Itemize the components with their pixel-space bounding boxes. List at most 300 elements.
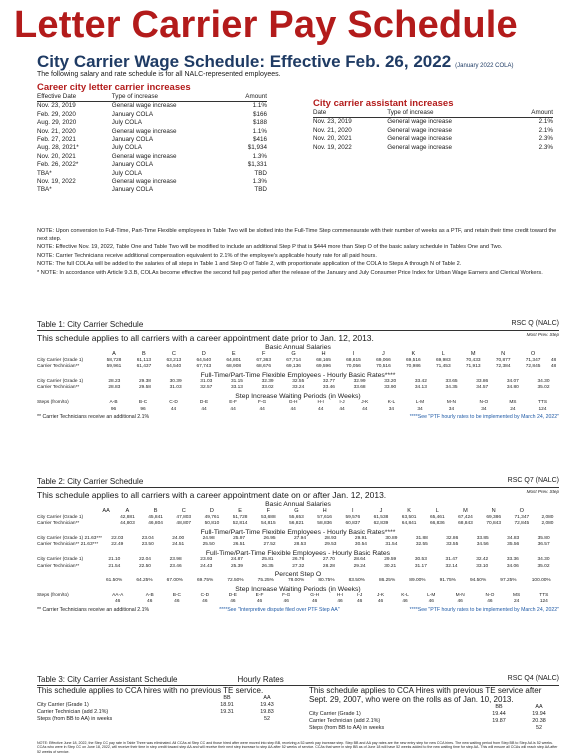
rate-cell: 59,576 [345,514,361,520]
rate-cell: 26.51 [233,542,246,548]
career-increase-amount: 1.3% [252,178,267,186]
table3-left [37,686,287,732]
prev-step-cell: 48 [550,364,557,370]
row-label: City Carrier (Grade 1) 21.63*** [37,535,103,541]
rate-cell: 28.23 [108,378,121,384]
step-header: C [171,351,176,357]
cca-rate-cell [479,725,519,732]
waiting-weeks: 46 [337,599,343,605]
rate-cell: 35.02 [537,385,550,391]
step-header-blank [536,508,559,515]
rate-cell: 33.10 [476,563,489,569]
row-label: City Carrier (Grade 1) [37,514,84,520]
table2-applies: This schedule applies to all carriers with a career appointment date on or after Jan. 12, 2013. [37,490,387,500]
rate-cell: 51,728 [232,514,248,520]
career-increase-amount: 1.3% [252,152,267,160]
rate-cell: 72,384 [495,364,511,370]
cca-rate-cell: 19.43 [260,702,274,708]
waiting-label: Steps (from/to) [37,592,69,598]
career-increases-header-row [37,93,267,102]
table3-columns [37,686,559,732]
rate-cell: 30.21 [384,563,397,569]
table2-pct-grid [37,578,559,585]
waiting-weeks: 46 [428,599,434,605]
rate-cell: 32.57 [200,385,213,391]
table2-footnote-mid: ****See "Interpretive dispute filed over PTF Step AA" [219,606,340,613]
rate-cell: 71,913 [465,364,481,370]
cca-increases-heading: City carrier assistant increases [313,98,454,109]
rate-cell: 35.56 [507,542,520,548]
rate-cell: 64,540 [166,364,182,370]
table2-footnote-left: ** Carrier Technicians receive an additional 2.1% [37,606,150,613]
cca-rate-cell: 19.44 [492,711,506,717]
table-row [37,557,559,564]
rate-cell: 28.83 [108,385,121,391]
rate-cell: 71,347 [525,357,541,363]
cca-increase-amount: 2.1% [538,118,553,126]
waiting-step: N-O [479,399,489,405]
col-date: Date [313,109,387,118]
waiting-weeks-row [37,599,559,606]
cca-increase-type: General wage increase [387,143,453,151]
percent-cell: 78.00% [287,578,305,584]
rate-cell: 27.52 [263,542,276,548]
rate-cell: 27.94 [294,535,307,541]
step-header: J [379,508,383,514]
percent-cell: 75.25% [257,578,274,584]
table1-ft-grid [37,379,559,392]
cca-increases-table [313,109,553,152]
table1-footnotes [37,414,559,420]
rate-cell: 70,843 [486,521,501,527]
career-increases-heading: Career city letter carrier increases [37,82,191,93]
career-increase-type: January COLA [111,186,154,194]
waiting-weeks: 96 [140,406,146,412]
step-header: I [352,351,355,357]
career-increase-type: January COLA [111,136,154,144]
rate-cell: 28.53 [294,542,307,548]
career-increase-date: Aug. 29, 2020 [37,119,77,127]
cca-row [309,725,559,732]
waiting-weeks: 96 [110,406,117,412]
cca-row [37,709,287,716]
career-increases-table [37,93,267,195]
rate-cell: 64,841 [401,521,417,527]
rate-cell: 70,986 [406,364,421,370]
rate-cell: 33.46 [322,385,335,391]
rate-cell: 33.02 [261,385,274,391]
rate-cell: 29.91 [354,535,367,541]
waiting-weeks: 46 [377,599,384,605]
rate-cell: 68,843 [458,521,473,527]
rate-cell: 64,540 [196,357,212,363]
percent-cell: 86.25% [378,578,396,584]
waiting-step: A-B [109,399,118,405]
waiting-step: C-D [169,399,178,405]
career-increase-date: Feb. 26, 2022* [37,161,79,169]
rate-cell: 48,807 [176,521,192,527]
table3-rsc: RSC Q4 (NALC) [507,675,559,682]
step-header: F [261,351,266,357]
waiting-weeks: 44 [259,406,265,412]
cca-rate-cell: 19.87 [492,718,506,724]
career-increase-row [37,102,267,111]
col-amount: Amount [511,109,553,118]
rate-cell: 21.10 [108,556,121,562]
table1-applies: This schedule applies to all carriers with a career appointment date prior to Jan. 12, 2013. [37,333,374,343]
page-title: Letter Carrier Pay Schedule [14,4,518,46]
rate-cell: 60,837 [345,521,361,527]
rate-cell: 62,839 [373,521,389,527]
cca-header-blank [309,704,479,711]
table2-pt-label: Full-Time/Part-Time Flexible Employees - Hourly Basic Rates [205,549,391,557]
waiting-weeks: 24 [513,599,520,605]
note: NOTE: Effective Nov. 19, 2022, Table One and Table Two will be modified to include an additional Step P that is $444 more than Step O of the basic salary schedule in Tables One and Two. [37,244,503,251]
waiting-step: D-E [228,592,237,598]
waiting-steps-row [37,400,559,407]
cca-row [37,716,287,723]
table1-header [37,320,559,331]
step-header-row [37,351,559,358]
prev-step-cell: 48 [550,357,557,363]
rate-cell: 34.57 [476,385,489,391]
rate-cell: 69,596 [316,364,331,370]
cca-increases-section [313,98,553,152]
rate-cell: 32.42 [476,556,489,562]
rate-cell: 35.02 [537,563,550,569]
waiting-weeks: 24 [510,406,516,412]
rate-cell: 24.51 [172,542,185,548]
career-increase-row [37,128,267,136]
rate-cell: 33.55 [446,542,459,548]
career-increase-type: July COLA [111,169,142,177]
career-increase-date: Aug. 28, 2021* [37,144,79,152]
rate-cell: 24.00 [172,535,185,541]
rate-cell: 70,516 [376,364,391,370]
rate-cell: 31.03 [169,385,182,391]
table1-rsc: RSC Q (NALC) [511,320,559,327]
waiting-weeks: 46 [115,599,121,605]
rate-cell: 66,836 [429,521,445,527]
waiting-step: MS [509,399,517,405]
rate-cell: 31.03 [200,378,213,384]
rate-cell: 24.98 [202,535,215,541]
cca-increase-date: Nov. 21, 2020 [313,126,352,134]
cca-row-label: Carrier Technician (add 2.1%) [37,709,109,715]
career-increase-type: July COLA [111,144,142,152]
note: NOTE: The full COLAs will be added to the salaries of all steps in Table 1 and Step O of Table 2, with proportionate application of the COLA to Steps A through N of Table 2. [37,261,462,268]
rate-cell: 69,386 [486,514,501,520]
waiting-total-value: 124 [539,599,548,605]
table2-footnotes [37,607,559,613]
career-increase-row [37,144,267,152]
cca-increase-type: General wage increase [387,118,453,126]
career-increase-row [37,136,267,144]
waiting-weeks: 34 [388,406,395,412]
table3-right-grid [309,704,559,732]
waiting-total-value: 124 [538,406,547,412]
rate-cell: 32.39 [261,378,274,384]
waiting-weeks: 44 [339,406,345,412]
career-increase-amount: $1,331 [247,161,267,169]
rate-cell: 33.13 [230,385,243,391]
rate-cell: 68,908 [226,364,242,370]
waiting-step: F-G [258,399,267,405]
career-increase-date: Nov. 20, 2021 [37,152,76,160]
cca-row [309,718,559,725]
career-increase-amount: 1.1% [252,102,267,110]
rate-cell: 32.55 [415,542,428,548]
cca-rate-cell: 52 [264,716,270,722]
rate-cell: 33.24 [292,385,305,391]
step-header: B [153,508,158,514]
waiting-weeks: 46 [487,599,493,605]
waiting-step: F-G [282,592,291,598]
waiting-step: H-I [317,399,324,405]
cca-step-header: AA [263,695,271,701]
waiting-weeks: 46 [356,599,363,605]
table2-ft-grid [37,536,559,549]
rate-cell: 70,877 [495,357,511,363]
rate-cell: 28.64 [353,556,366,562]
waiting-step: L-M [427,592,436,598]
career-increase-row [37,119,267,127]
rate-cell: 33.90 [384,385,397,391]
waiting-step: L-M [415,399,425,405]
waiting-weeks-row [37,407,559,414]
table2-prev-step-label: Most Prev. Step [526,489,559,494]
cca-increase-date: Nov. 20, 2021 [313,135,352,143]
table2-header [37,477,559,488]
table1-waiting-label: Step Increase Waiting Periods (in Weeks) [235,392,361,400]
waiting-weeks: 46 [174,599,180,605]
waiting-step: I-J [356,592,363,598]
rate-cell: 23.46 [169,563,182,569]
table1-heading: Table 1: City Carrier Schedule [37,320,144,329]
waiting-step: B-C [172,592,181,598]
table3-left-text: This schedule applies to CCA hires with no previous TE service. [37,686,264,695]
rate-cell: 34.13 [414,385,427,391]
career-increase-amount: 1.1% [252,127,267,135]
table1-waiting-grid [37,400,559,413]
rate-cell: 29.24 [353,563,366,569]
rate-cell: 70,433 [465,357,481,363]
rate-cell: 21.54 [108,563,121,569]
rate-cell: 26.95 [263,535,276,541]
rate-cell: 45,841 [148,514,163,520]
step-header: E [231,351,236,357]
rate-cell: 69,136 [286,364,301,370]
table3-section [37,675,559,732]
rate-cell: 58,728 [106,357,122,363]
waiting-step: J-K [361,399,369,405]
rate-cell: 33.86 [476,378,489,384]
rate-cell: 24.43 [200,563,213,569]
percent-cell: 69.75% [197,578,214,584]
cca-rate-cell: 18.91 [220,702,234,708]
career-increase-type: General wage increase [111,152,177,160]
rate-cell: 24.87 [230,556,243,562]
waiting-step: D-E [199,399,209,405]
rate-cell: 68,615 [346,357,361,363]
percent-cell: 80.75% [318,578,335,584]
waiting-step: K-L [401,592,409,598]
rate-cell: 34.56 [476,542,489,548]
waiting-weeks: 44 [290,406,296,412]
rate-cell: 63,213 [166,357,182,363]
table1-section [37,320,559,420]
cca-row-label: Carrier Technician (add 2.1%) [309,718,381,724]
waiting-step: G-H [288,399,298,405]
table2-annual-grid [37,508,559,528]
rate-cell: 32.14 [445,563,458,569]
career-increase-row [37,178,267,186]
cca-increase-row [313,135,553,143]
cca-rate-cell: 19.83 [260,709,274,715]
step-header: M [470,351,476,357]
cca-row-label: City Carrier (Grade 1) [37,702,89,708]
rate-cell: 44,803 [120,521,135,527]
row-label [37,578,99,585]
percent-cell: 100.00% [531,578,551,584]
rate-cell: 67,363 [256,357,271,363]
cca-row [37,702,287,709]
step-header: L [435,508,439,514]
rate-cell: 22.50 [138,563,151,569]
rate-cell: 34.83 [507,535,520,541]
percent-row [37,578,559,585]
waiting-weeks: 46 [402,599,408,605]
table2-pct-label: Percent Step O [274,571,322,579]
cca-rate-cell [207,716,247,723]
career-increase-amount: $1,934 [247,144,267,152]
rate-cell: 69,983 [435,357,451,363]
step-header: G [291,351,296,357]
step-header: AA [102,508,110,514]
waiting-step: I-J [339,399,345,405]
rate-cell: 22.04 [138,556,151,562]
waiting-step: E-F [229,399,237,405]
rate-cell: 31.47 [445,556,458,562]
row-label: City Carrier (Grade 1) [37,556,84,562]
table1-footnote-left: ** Carrier Technicians receive an additional 2.1% [37,414,150,421]
waiting-weeks: 46 [457,599,463,605]
percent-cell: 97.25% [500,578,517,584]
rate-cell: 71,347 [514,514,530,520]
percent-cell: 67.00% [166,578,183,584]
table2-heading: Table 2: City Carrier Schedule [37,477,144,486]
rate-cell: 56,821 [289,521,304,527]
notes-section [37,228,557,279]
rate-cell: 22.03 [111,535,124,541]
table3-mid-heading: Hourly Rates [237,675,284,684]
step-header: K [411,351,416,357]
note: NOTE: Carrier Technicians receive additional compensation equivalent to 2.1% of the employee's applicable hourly rate for all paid hours. [37,252,377,259]
col-amount: Amount [228,93,267,102]
rate-cell: 29.38 [138,378,151,384]
career-increase-date: Nov. 21, 2020 [37,127,76,135]
career-increase-date: TBA* [37,186,52,194]
rate-cell: 68,165 [316,357,331,363]
rate-cell: 72,845 [514,521,530,527]
table2-pt-grid [37,557,559,570]
step-header: G [294,508,299,514]
table-row [37,521,559,528]
rate-cell: 30.53 [414,556,427,562]
career-increase-amount: $166 [252,110,267,118]
step-header: N [501,351,506,357]
career-increase-amount: $416 [252,136,267,144]
col-type: Type of increase [387,109,511,118]
rate-cell: 34.35 [445,385,458,391]
table1-prev-step-label: Most Prev. Step [526,332,559,337]
waiting-step: E-F [255,592,264,598]
cca-increase-row [313,127,553,135]
rate-cell: 25.97 [233,535,246,541]
step-header: D [209,508,214,514]
table2-footnote-right: ****See "PTF hourly rates to be implemented by March 24, 2022" [409,606,559,613]
rate-cell: 31.88 [415,535,428,541]
rate-cell: 31.17 [414,563,427,569]
cca-increase-amount: 2.1% [538,126,553,134]
step-header: O [519,508,524,514]
cca-header-row [37,695,287,702]
rate-cell: 54,815 [260,521,276,527]
career-increase-amount: TBD [254,186,267,194]
step-header-blank [37,508,99,515]
career-increase-row [37,186,267,194]
career-increase-type: General wage increase [111,102,177,110]
rate-cell: 33.85 [476,535,489,541]
waiting-step: M-N [455,592,465,598]
cca-row-label: Steps (from BB to AA) in weeks [37,716,113,722]
career-increase-row [37,153,267,161]
rate-cell: 23.50 [141,542,154,548]
career-increase-type: General wage increase [111,127,177,135]
rate-cell: 32.77 [322,378,335,384]
waiting-weeks: 46 [147,599,153,605]
row-label: Carrier Technician** [37,364,80,370]
career-increase-row [37,111,267,119]
rate-cell: 61,538 [373,514,389,520]
cca-step-header: BB [223,695,231,701]
table-row [37,385,559,392]
rate-cell: 65,461 [429,514,445,520]
rate-cell: 69,516 [406,357,421,363]
row-label: Carrier Technician** [37,563,80,569]
rate-cell: 55,653 [289,514,304,520]
rate-cell: 27.32 [292,563,305,569]
table2-ft-label: Full-Time/Part-Time Flexible Employees - Hourly Basic Rates**** [200,528,396,536]
rate-cell: 31.15 [230,378,243,384]
rate-cell: 67,714 [286,357,301,363]
rate-cell: 52,814 [232,521,248,527]
rate-cell: 70,056 [346,364,361,370]
rate-cell: 34.06 [506,563,519,569]
cca-increase-date: Nov. 19, 2022 [313,143,352,151]
rate-cell: 72,845 [525,364,541,370]
subtitle-cola-note: (January 2022 COLA) [455,63,514,69]
rate-cell: 67,424 [458,514,473,520]
table3-heading: Table 3: City Carrier Assistant Schedule [37,675,178,684]
rate-cell: 26.76 [292,556,305,562]
career-increase-row [37,170,267,178]
rate-cell: 49,761 [204,514,220,520]
step-header: K [407,508,411,514]
waiting-weeks: 34 [481,406,487,412]
rate-cell: 30.89 [385,535,398,541]
cca-increase-row [313,118,553,127]
